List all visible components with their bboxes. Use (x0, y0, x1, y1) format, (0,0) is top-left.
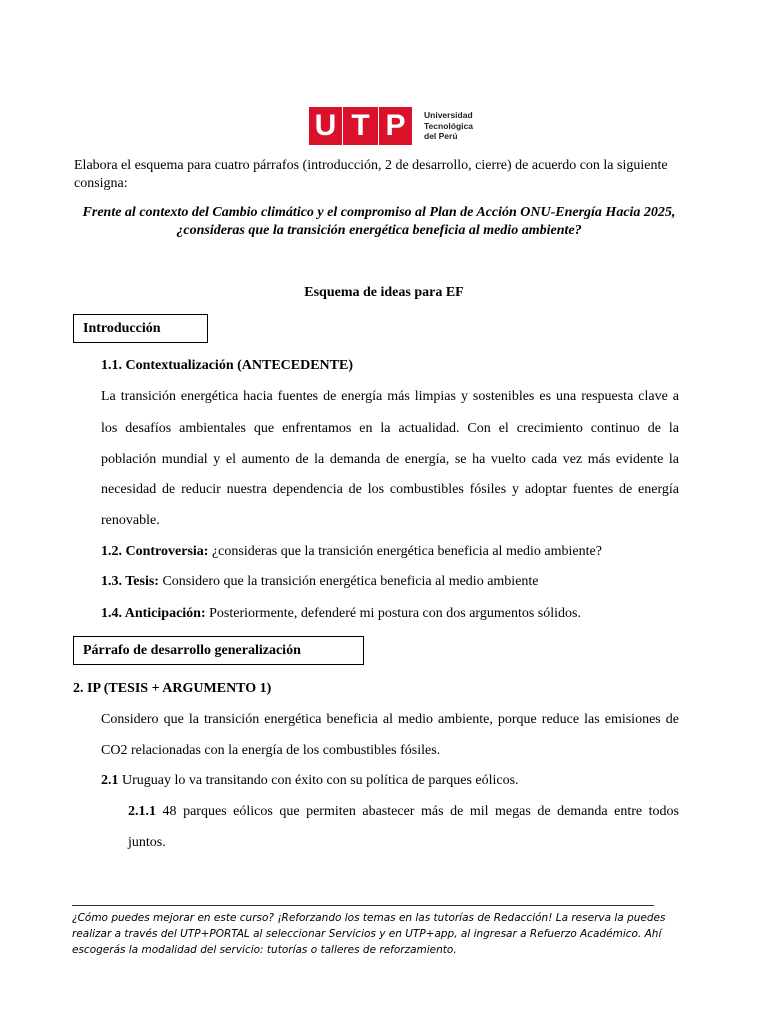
subpoint-2-1-1-text: 48 parques eólicos que permiten abastecer más de mil megas de demanda entre todos (156, 804, 679, 819)
subpoint-2-1-1 (128, 803, 679, 821)
section-box-introduccion: Introducción (73, 314, 208, 343)
anticipacion-item (101, 605, 581, 623)
subpoint-2-1-1-label: 2.1.1 (128, 804, 156, 819)
context-line-5: renovable. (101, 513, 160, 528)
scheme-title: Esquema de ideas para EF (304, 285, 464, 300)
context-line-2: los desafíos ambientales que enfrentamos en la actualidad. Con el crecimiento continuo de la (101, 421, 679, 436)
tesis-item (101, 573, 539, 591)
context-heading: 1.1. Contextualización (ANTECEDENTE) (101, 358, 354, 373)
footer-divider (72, 905, 654, 906)
subpoint-2-1 (101, 772, 519, 790)
context-line-3: población mundial y el aumento de la demanda de energía, se ha vuelto cada vez más evidente la (101, 452, 679, 467)
logo-mark (309, 107, 413, 145)
instruction-text: Elabora el esquema para cuatro párrafos (introducción, 2 de desarrollo, cierre) de acuerdo con la siguiente consigna: (74, 158, 668, 191)
logo-letter-t: T (343, 107, 378, 145)
footer-line-2: realizar a través del UTP+PORTAL al seleccionar Servicios y en UTP+app, al ingresar a Refuerzo Académico. Ahí (72, 928, 662, 940)
footer-line-3: escogerás la modalidad del servicio: tutorías o talleres de reforzamiento. (72, 944, 457, 956)
anticipacion-label: 1.4. Anticipación: (101, 606, 206, 621)
subpoint-2-1-label: 2.1 (101, 773, 119, 788)
anticipacion-text: Posteriormente, defenderé mi postura con dos argumentos sólidos. (205, 606, 581, 621)
footer-line-1: ¿Cómo puedes mejorar en este curso? ¡Reforzando los temas en las tutorías de Redacción! La reserva la puedes (72, 912, 666, 924)
context-line-4: necesidad de reducir nuestra dependencia de los combustibles fósiles y adoptar fuentes de energía (101, 482, 679, 497)
subpoint-2-1-1-continuation: juntos. (128, 835, 166, 850)
logo-wordmark (424, 110, 473, 142)
controversia-item (101, 543, 602, 561)
logo-line-2: Tecnológica (424, 120, 473, 131)
development-heading: 2. IP (TESIS + ARGUMENTO 1) (73, 681, 272, 696)
prompt-line-2: ¿consideras que la transición energética beneficia al medio ambiente? (176, 223, 582, 238)
prompt-question (72, 204, 686, 240)
context-line-1: La transición energética hacia fuentes de energía más limpias y sostenibles es una respuesta clave a (101, 389, 679, 404)
footer-note (72, 910, 672, 958)
section-box-desarrollo: Párrafo de desarrollo generalización (73, 636, 364, 665)
utp-logo (309, 107, 471, 145)
tesis-text: Considero que la transición energética beneficia al medio ambiente (158, 574, 539, 589)
controversia-text: ¿consideras que la transición energética beneficia al medio ambiente? (208, 544, 602, 559)
logo-line-3: del Perú (424, 131, 458, 141)
logo-letter-p: P (379, 107, 412, 145)
tesis-label: 1.3. Tesis: (101, 574, 159, 589)
logo-line-1: Universidad (424, 110, 473, 120)
development-line-2: CO2 relacionadas con la energía de los combustibles fósiles. (101, 743, 441, 758)
controversia-label: 1.2. Controversia: (101, 544, 209, 559)
logo-letter-u: U (309, 107, 342, 145)
subpoint-2-1-text: Uruguay lo va transitando con éxito con su política de parques eólicos. (118, 773, 519, 788)
development-line-1: Considero que la transición energética beneficia al medio ambiente, porque reduce las emisiones de (101, 712, 679, 727)
prompt-line-1: Frente al contexto del Cambio climático y el compromiso al Plan de Acción ONU-Energía Hacia 2025, (82, 205, 676, 220)
